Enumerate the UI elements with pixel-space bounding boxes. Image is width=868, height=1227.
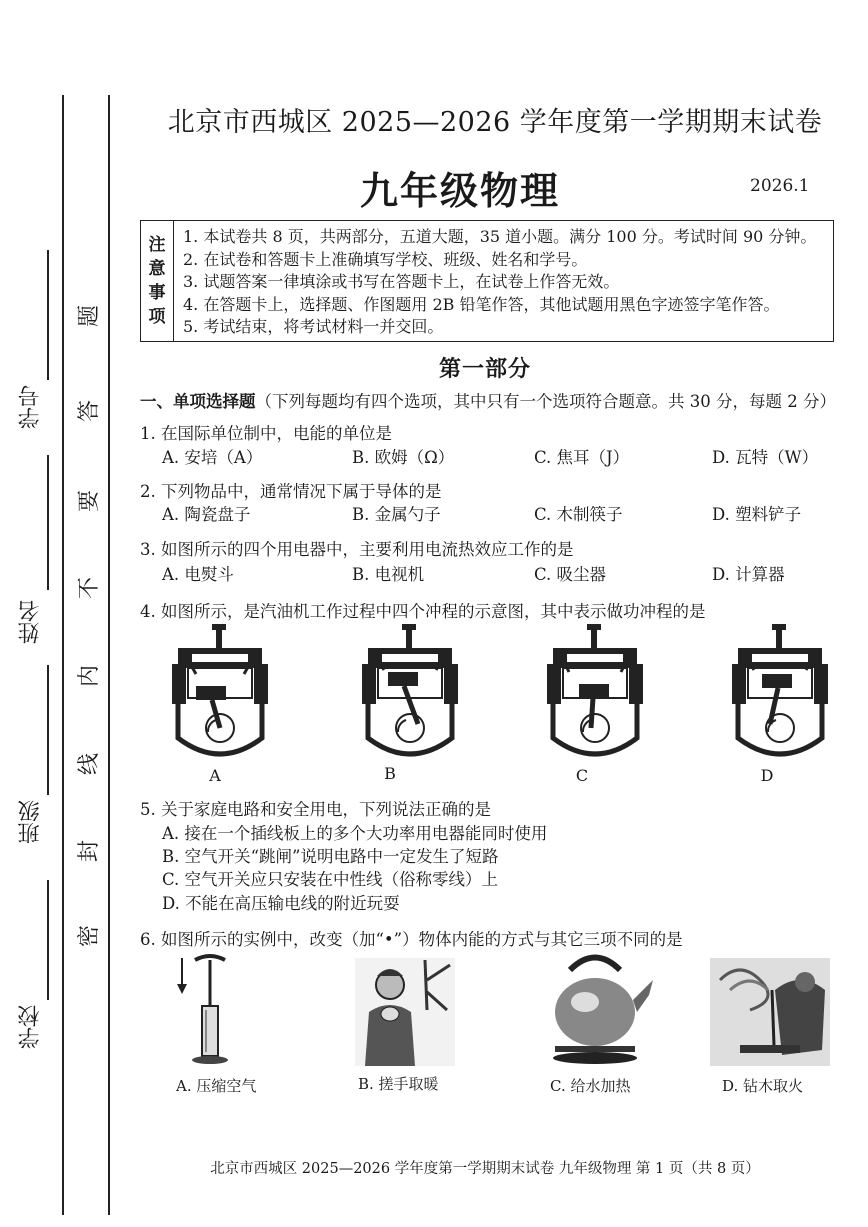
notes-label-char: 项 — [148, 307, 166, 327]
field-id-label: 学号 — [18, 385, 43, 429]
option-a: A. 接在一个插线板上的多个大功率用电器能同时使用 — [162, 824, 548, 843]
exam-title: 北京市西城区 2025—2026 学年度第一学期期末试卷 — [167, 107, 823, 138]
field-name-label: 姓名 — [18, 600, 43, 644]
option-d: D. 瓦特（W） — [712, 448, 819, 467]
figure-caption-d: D. 钻木取火 — [722, 1077, 804, 1095]
seal-char-2: 封 — [77, 840, 102, 863]
figure-caption-b: B. 搓手取暖 — [358, 1075, 439, 1093]
engine-label-d: D — [760, 766, 774, 785]
margin-rule-inner — [108, 95, 110, 1215]
option-d: D. 塑料铲子 — [712, 505, 802, 524]
option-b: B. 电视机 — [352, 565, 425, 584]
note-item: 4. 在答题卡上，选择题、作图题用 2B 铅笔作答，其他试题用黑色字迹签字笔作答。 — [183, 294, 780, 314]
engine-b-icon — [362, 624, 458, 754]
seal-char-4: 内 — [77, 665, 102, 688]
seal-char-7: 答 — [77, 400, 102, 423]
question-stem: 5. 关于家庭电路和安全用电，下列说法正确的是 — [140, 800, 491, 819]
note-item: 3. 试题答案一律填涂或书写在答题卡上，在试卷上作答无效。 — [183, 272, 620, 291]
margin-rule-outer — [62, 95, 64, 1215]
engine-c-icon — [547, 624, 643, 754]
engine-figures — [150, 620, 840, 770]
notes-label-char: 事 — [148, 283, 166, 303]
section-description: （下列每题均有四个选项，其中只有一个选项符合题意。共 30 分，每题 2 分） — [255, 392, 836, 411]
option-a: A. 安培（A） — [162, 448, 263, 467]
option-c: C. 焦耳（J） — [534, 448, 630, 467]
notes-label-char: 注 — [148, 235, 166, 255]
seal-char-8: 题 — [77, 305, 102, 328]
drill-wood-fire-icon — [710, 958, 830, 1066]
engine-d-icon — [732, 624, 828, 754]
engine-a-icon — [172, 624, 268, 754]
option-c: C. 木制筷子 — [534, 505, 623, 524]
question-stem: 4. 如图所示，是汽油机工作过程中四个冲程的示意图，其中表示做功冲程的是 — [140, 602, 706, 621]
kettle-icon — [553, 958, 653, 1065]
notes-label-char: 意 — [148, 259, 166, 279]
section-heading — [140, 388, 836, 412]
engine-label-b: B — [384, 764, 396, 783]
note-item: 1. 本试卷共 8 页，共两部分，五道大题，35 道小题。满分 100 分。考试时间 90 分钟。 — [183, 227, 817, 246]
notes-label — [141, 221, 174, 341]
exam-date: 2026.1 — [750, 176, 810, 196]
figure-caption-a: A. 压缩空气 — [176, 1077, 257, 1095]
option-d: D. 不能在高压输电线的附近玩耍 — [162, 894, 400, 913]
option-b: B. 空气开关“跳闸”说明电路中一定发生了短路 — [162, 847, 499, 866]
compress-air-icon — [177, 956, 228, 1064]
seal-char-3: 线 — [77, 753, 102, 776]
field-school-line — [47, 880, 49, 1000]
notes-box — [140, 220, 834, 342]
field-school-label: 学校 — [18, 1005, 43, 1049]
seal-char-5: 不 — [77, 577, 102, 600]
figure-caption-c: C. 给水加热 — [550, 1077, 631, 1095]
engine-label-c: C — [575, 766, 589, 785]
seal-char-6: 要 — [77, 490, 102, 513]
seal-char-1: 密 — [77, 925, 102, 948]
note-item: 2. 在试卷和答题卡上准确填写学校、班级、姓名和学号。 — [183, 249, 588, 269]
field-name-line — [47, 455, 49, 590]
question-stem: 2. 下列物品中，通常情况下属于导体的是 — [140, 482, 442, 501]
option-b: B. 欧姆（Ω） — [352, 448, 455, 467]
question-stem: 3. 如图所示的四个用电器中，主要利用电流热效应工作的是 — [140, 540, 574, 559]
field-id-line — [47, 250, 49, 380]
rub-hands-icon — [355, 958, 455, 1066]
option-a: A. 陶瓷盘子 — [162, 505, 251, 524]
notes-list — [183, 226, 816, 339]
option-a: A. 电熨斗 — [162, 565, 234, 584]
heat-transfer-figures — [170, 950, 840, 1070]
field-class-label: 班级 — [18, 800, 43, 844]
section-title: 一、单项选择题 — [140, 392, 256, 411]
subject-title: 九年级物理 — [360, 168, 561, 213]
option-c: C. 空气开关应只安装在中性线（俗称零线）上 — [162, 870, 499, 889]
option-d: D. 计算器 — [712, 565, 785, 584]
engine-label-a: A — [209, 766, 221, 785]
question-stem: 6. 如图所示的实例中，改变（加“•”）物体内能的方式与其它三项不同的是 — [140, 930, 683, 949]
option-b: B. 金属勺子 — [352, 505, 441, 524]
option-c: C. 吸尘器 — [534, 565, 607, 584]
question-stem: 1. 在国际单位制中，电能的单位是 — [140, 424, 392, 443]
part-heading: 第一部分 — [438, 356, 531, 382]
note-item: 5. 考试结束，将考试材料一并交回。 — [183, 317, 444, 336]
field-class-line — [47, 665, 49, 795]
page-footer: 北京市西城区 2025—2026 学年度第一学期期末试卷 九年级物理 第 1 页（共 8 页） — [210, 1161, 760, 1177]
